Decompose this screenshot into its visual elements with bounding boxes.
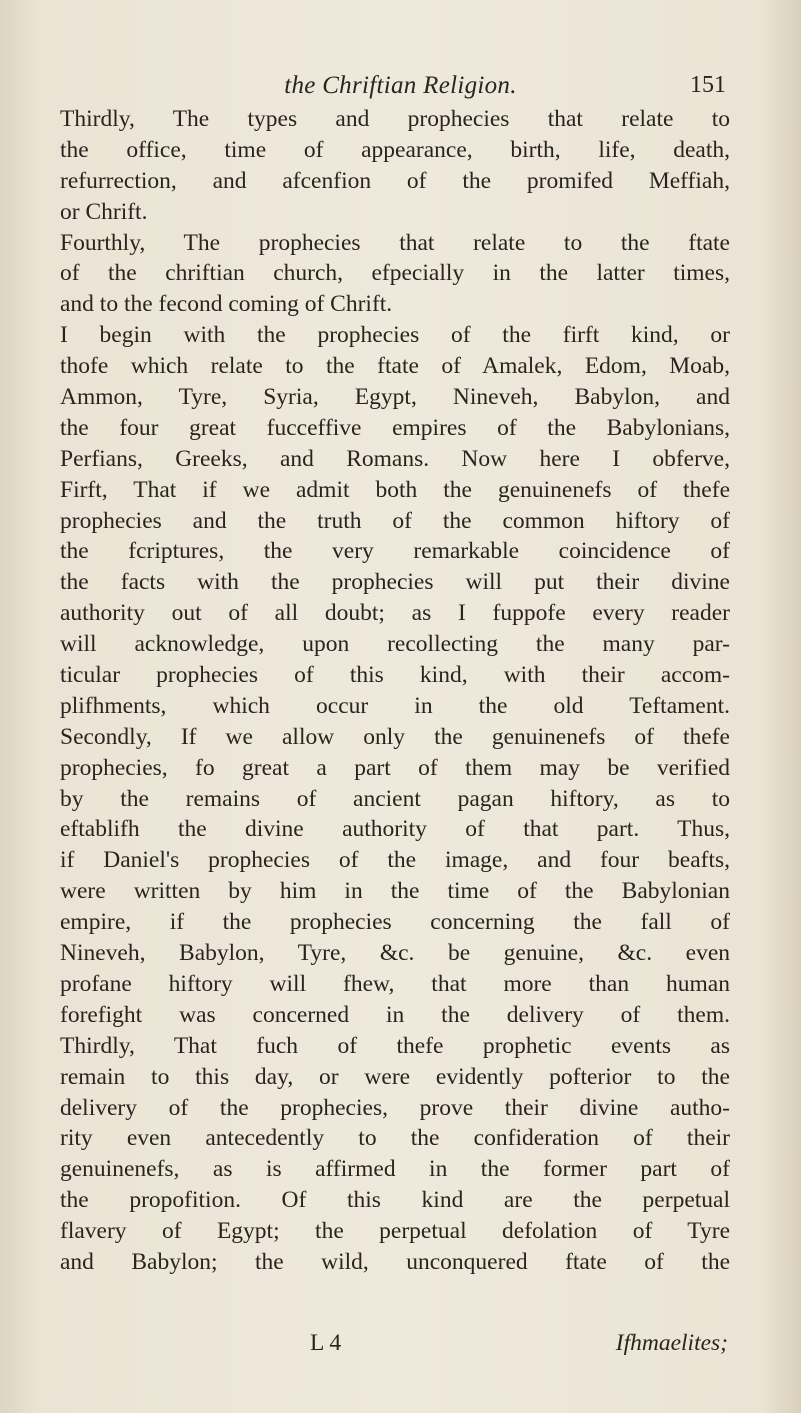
signature-mark: L 4 bbox=[310, 1330, 342, 1356]
text-line: ticular prophecies of this kind, with their accom- bbox=[60, 662, 730, 689]
text-line: Thirdly, The types and prophecies that relate to bbox=[60, 106, 730, 132]
text-line: the office, time of appearance, birth, life, death, bbox=[60, 136, 730, 163]
text-line: thofe which relate to the ftate of Amalek, Edom, Moab, bbox=[60, 353, 730, 380]
page-footer bbox=[60, 1330, 730, 1362]
text-line: I begin with the prophecies of the firft kind, or bbox=[60, 322, 730, 349]
text-line: remain to this day, or were evidently pofterior to the bbox=[60, 1063, 730, 1090]
text-line: Nineveh, Babylon, Tyre, &c. be genuine, &c. even bbox=[60, 940, 730, 967]
text-line: the propofition. Of this kind are the perpetual bbox=[60, 1187, 730, 1214]
catchword: Ifhmaelites; bbox=[615, 1330, 728, 1356]
text-line: Fourthly, The prophecies that relate to the ftate bbox=[60, 229, 730, 256]
text-line: Perfians, Greeks, and Romans. Now here I obferve, bbox=[60, 445, 730, 472]
text-line: the fcriptures, the very remarkable coincidence of bbox=[60, 538, 730, 565]
running-head: the Chriftian Religion. bbox=[284, 72, 517, 99]
text-line: prophecies, fo great a part of them may be verified bbox=[60, 754, 730, 781]
text-line: flavery of Egypt; the perpetual defolation of Tyre bbox=[60, 1218, 730, 1245]
text-line: if Daniel's prophecies of the image, and four beafts, bbox=[60, 847, 730, 874]
text-line: refurrection, and afcenfion of the promifed Meffiah, bbox=[60, 167, 730, 194]
text-line: the four great fucceffive empires of the Babylonians, bbox=[60, 414, 730, 441]
text-line: rity even antecedently to the confideration of their bbox=[60, 1125, 730, 1152]
text-line: plifhments, which occur in the old Teftament. bbox=[60, 692, 730, 719]
text-line: forefight was concerned in the delivery of them. bbox=[60, 1001, 730, 1028]
text-line: of the chriftian church, efpecially in the latter times, bbox=[60, 260, 730, 287]
text-line: Ammon, Tyre, Syria, Egypt, Nineveh, Babylon, and bbox=[60, 384, 730, 411]
text-line: or Chrift. bbox=[60, 198, 148, 225]
text-line: empire, if the prophecies concerning the fall of bbox=[60, 909, 730, 936]
text-line: Firft, That if we admit both the genuinenefs of thefe bbox=[60, 476, 730, 503]
text-line: prophecies and the truth of the common hiftory of bbox=[60, 507, 730, 534]
text-line: profane hiftory will fhew, that more than human bbox=[60, 970, 730, 997]
text-line: and Babylon; the wild, unconquered ftate of the bbox=[60, 1248, 730, 1275]
page-number: 151 bbox=[690, 72, 726, 98]
text-line: by the remains of ancient pagan hiftory, as to bbox=[60, 785, 730, 812]
text-line: Secondly, If we allow only the genuinenefs of thefe bbox=[60, 723, 730, 750]
text-line: were written by him in the time of the Babylonian bbox=[60, 878, 730, 905]
text-line: genuinenefs, as is affirmed in the former part of bbox=[60, 1156, 730, 1183]
text-line: and to the fecond coming of Chrift. bbox=[60, 291, 393, 318]
text-line: eftablifh the divine authority of that part. Thus, bbox=[60, 816, 730, 843]
text-line: delivery of the prophecies, prove their divine autho- bbox=[60, 1094, 730, 1121]
text-line: will acknowledge, upon recollecting the many par- bbox=[60, 631, 730, 658]
text-line: the facts with the prophecies will put their divine bbox=[60, 569, 730, 596]
text-line: Thirdly, That fuch of thefe prophetic events as bbox=[60, 1032, 730, 1059]
body-text bbox=[60, 104, 730, 1278]
text-line: authority out of all doubt; as I fuppofe every reader bbox=[60, 600, 730, 627]
